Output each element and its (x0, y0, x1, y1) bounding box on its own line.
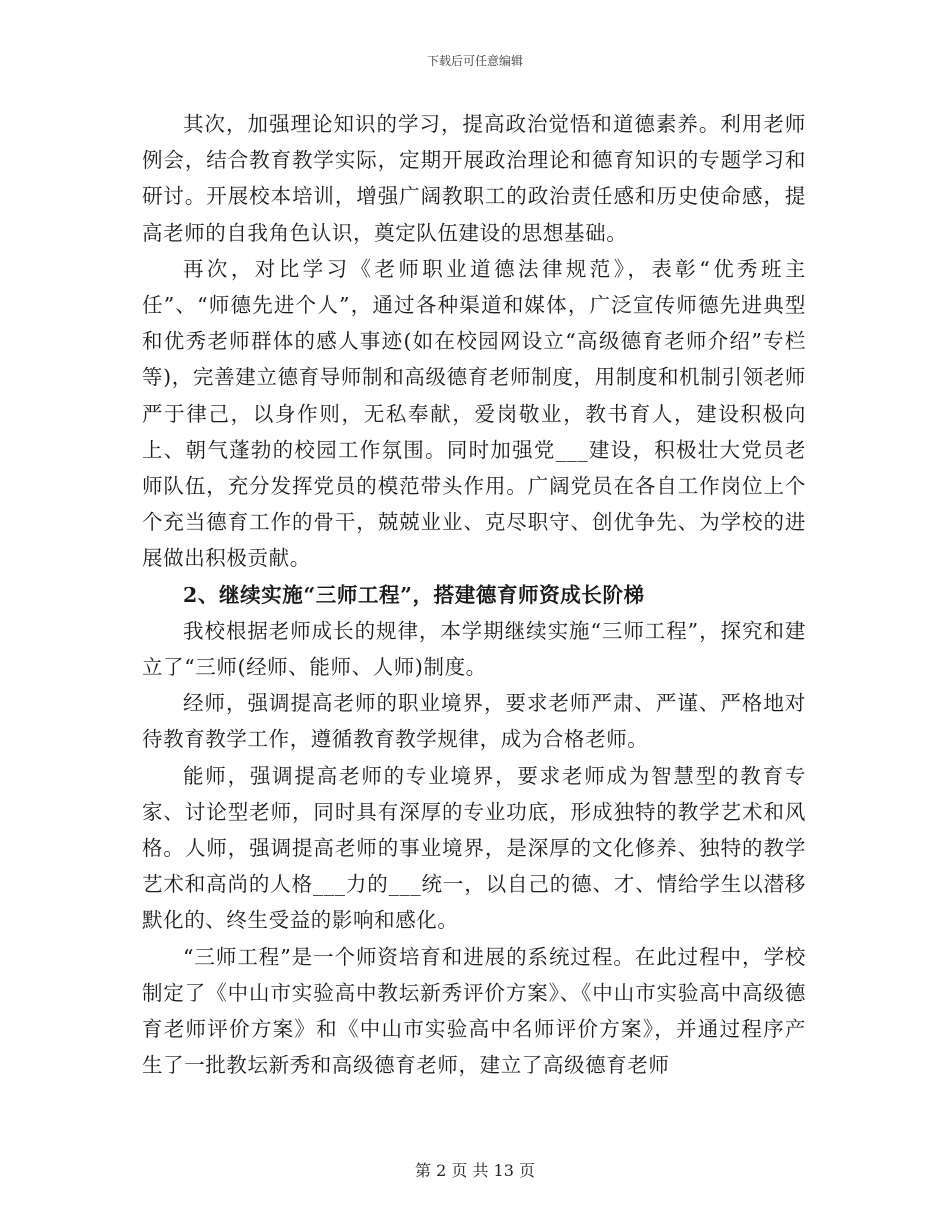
page-number-footer: 第 2 页 共 13 页 (415, 1161, 535, 1180)
paragraph-nengshi-renshi: 能师，强调提高老师的专业境界，要求老师成为智慧型的教育专家、讨论型老师，同时具有深厚的专业功底，形成独特的教学艺术和风格。人师，强调提高老师的事业境界，是深厚的文化修养、独特的教学艺术和高尚的人格___力的___统一，以自己的德、才、情给学生以潜移默化的、终生受益的影响和感化。 (142, 763, 806, 933)
paragraph-ethics-norms: 再次，对比学习《老师职业道德法律规范》，表彰“优秀班主任”、“师德先进个人”，通过各种渠道和媒体，广泛宣传师德先进典型和优秀老师群体的感人事迹(如在校园网设立“高级德育老师介绍”专栏等)，完善建立德育导师制和高级德育老师制度，用制度和机制引领老师严于律己，以身作则，无私奉献，爱岗敬业，教书育人，建设积极向上、朝气蓬勃的校园工作氛围。同时加强党___建设，积极壮大党员老师队伍，充分发挥党员的模范带头作用。广阔党员在各自工作岗位上个个充当德育工作的骨干，兢兢业业、克尽职守、创优争先、为学校的进展做出积极贡献。 (142, 256, 806, 571)
paragraph-three-teacher-intro: 我校根据老师成长的规律，本学期继续实施“三师工程”，探究和建立了“三师(经师、能师、人师)制度。 (142, 618, 806, 680)
document-body (142, 106, 806, 1083)
section-heading-three-teacher-project: 2、继续实施“三师工程”，搭建德育师资成长阶梯 (183, 582, 645, 607)
paragraph-political-study: 其次，加强理论知识的学习，提高政治觉悟和道德素养。利用老师例会，结合教育教学实际，定期开展政治理论和德育知识的专题学习和研讨。开展校本培训，增强广阔教职工的政治责任感和历史使命感，提高老师的自我角色认识，奠定队伍建设的思想基础。 (142, 112, 806, 245)
paragraph-jingshi: 经师，强调提高老师的职业境界，要求老师严肃、严谨、严格地对待教育教学工作，遵循教育教学规律，成为合格老师。 (142, 691, 806, 752)
page-header: 下载后可任意编辑 (426, 54, 523, 68)
paragraph-system-process: “三师工程”是一个师资培育和进展的系统过程。在此过程中，学校制定了《中山市实验高中教坛新秀评价方案》、《中山市实验高中高级德育老师评价方案》和《中山市实验高中名师评价方案》，并通过程序产生了一批教坛新秀和高级德育老师，建立了高级德育老师 (142, 944, 806, 1078)
